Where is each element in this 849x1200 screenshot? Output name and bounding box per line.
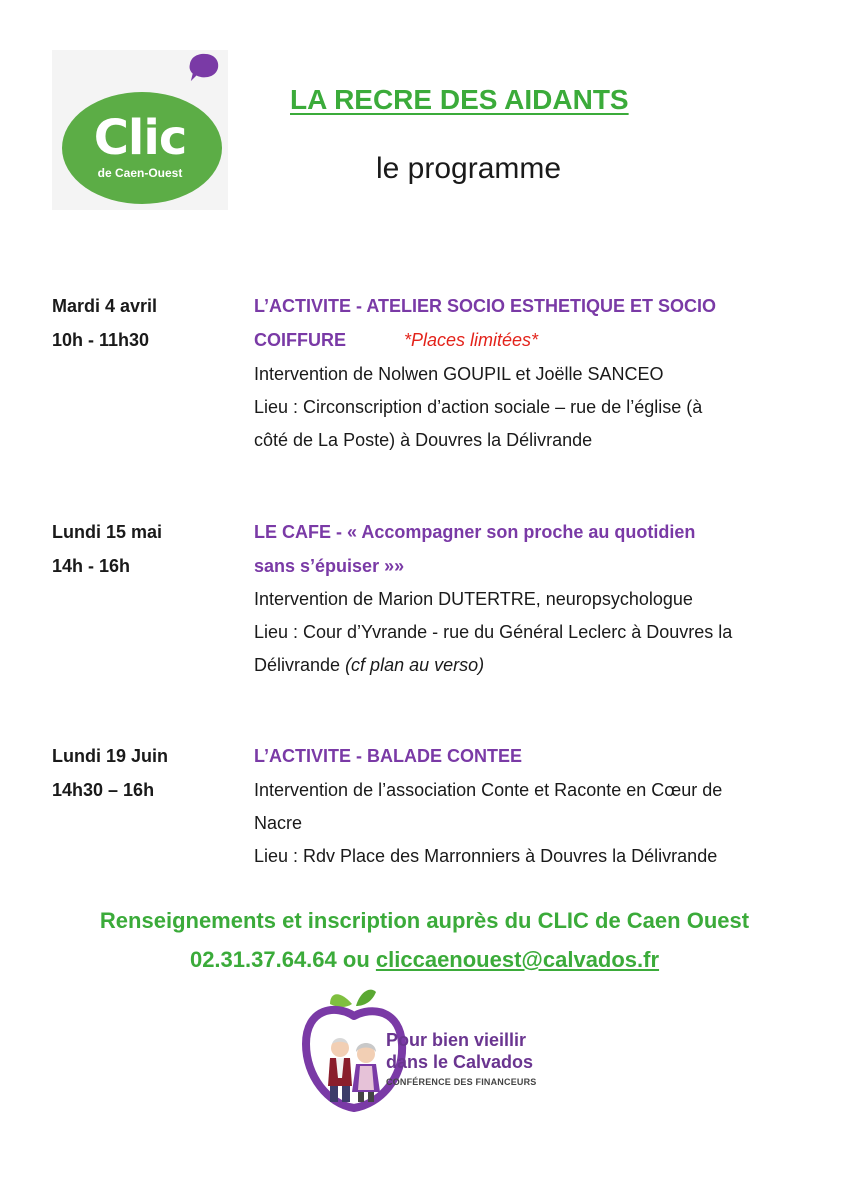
speech-bubble-icon xyxy=(186,52,222,84)
contact-or: ou xyxy=(342,947,370,972)
event-place: Lieu : Circonscription d’action sociale – rue de l’église (à xyxy=(254,397,703,417)
event-place-line2: Délivrande xyxy=(254,655,341,675)
event-place-note: (cf plan au verso) xyxy=(345,655,485,675)
event-place-cont xyxy=(254,655,484,676)
logo-subtitle: de Caen-Ouest xyxy=(97,166,183,180)
event-place-cont: côté de La Poste) à Douvres la Délivrande xyxy=(254,430,593,450)
event-time: 14h30 – 16h xyxy=(52,780,155,800)
clic-logo xyxy=(52,50,228,210)
event-activity: L’ACTIVITE - ATELIER SOCIO ESTHETIQUE ET SOCIO xyxy=(254,296,717,316)
event-time: 10h - 11h30 xyxy=(52,330,150,350)
event-intervention: Intervention de Nolwen GOUPIL et Joëlle SANCEO xyxy=(254,364,664,384)
page-subtitle: le programme xyxy=(376,152,562,185)
partner-logo xyxy=(300,986,560,1114)
event-intervention: Intervention de Marion DUTERTRE, neuropsychologue xyxy=(254,589,693,609)
event-date: Lundi 15 mai xyxy=(52,522,163,542)
contact-phone: 02.31.37.64.64 xyxy=(189,947,337,972)
partner-line3: CONFÉRENCE DES FINANCEURS xyxy=(386,1077,537,1087)
event-place: Lieu : Cour d’Yvrande - rue du Général Leclerc à Douvres la xyxy=(254,622,733,642)
event-place: Lieu : Rdv Place des Marronniers à Douvres la Délivrande xyxy=(254,846,718,866)
event-activity-cont: sans s’épuiser »» xyxy=(254,556,405,576)
contact-info: Renseignements et inscription auprès du CLIC de Caen Ouest xyxy=(99,908,750,933)
contact-details xyxy=(0,947,849,973)
event-date: Lundi 19 Juin xyxy=(52,746,169,766)
event-activity: LE CAFE - « Accompagner son proche au quotidien xyxy=(254,522,696,542)
partner-line2: dans le Calvados xyxy=(386,1052,534,1072)
event-date: Mardi 4 avril xyxy=(52,296,158,316)
page-title: LA RECRE DES AIDANTS xyxy=(290,84,629,115)
event-intervention-cont: Nacre xyxy=(254,813,303,833)
event-activity: L’ACTIVITE - BALADE CONTEE xyxy=(254,746,523,766)
places-limited-note: *Places limitées* xyxy=(404,330,539,350)
contact-email-link[interactable]: cliccaenouest@calvados.fr xyxy=(375,947,660,972)
partner-line1: Pour bien vieillir xyxy=(386,1030,527,1050)
event-activity-line2: COIFFURE xyxy=(254,330,346,350)
event-time: 14h - 16h xyxy=(52,556,131,576)
event-activity-cont xyxy=(254,330,538,351)
event-intervention: Intervention de l’association Conte et Raconte en Cœur de xyxy=(254,780,723,800)
logo-word: Clic xyxy=(93,110,187,166)
